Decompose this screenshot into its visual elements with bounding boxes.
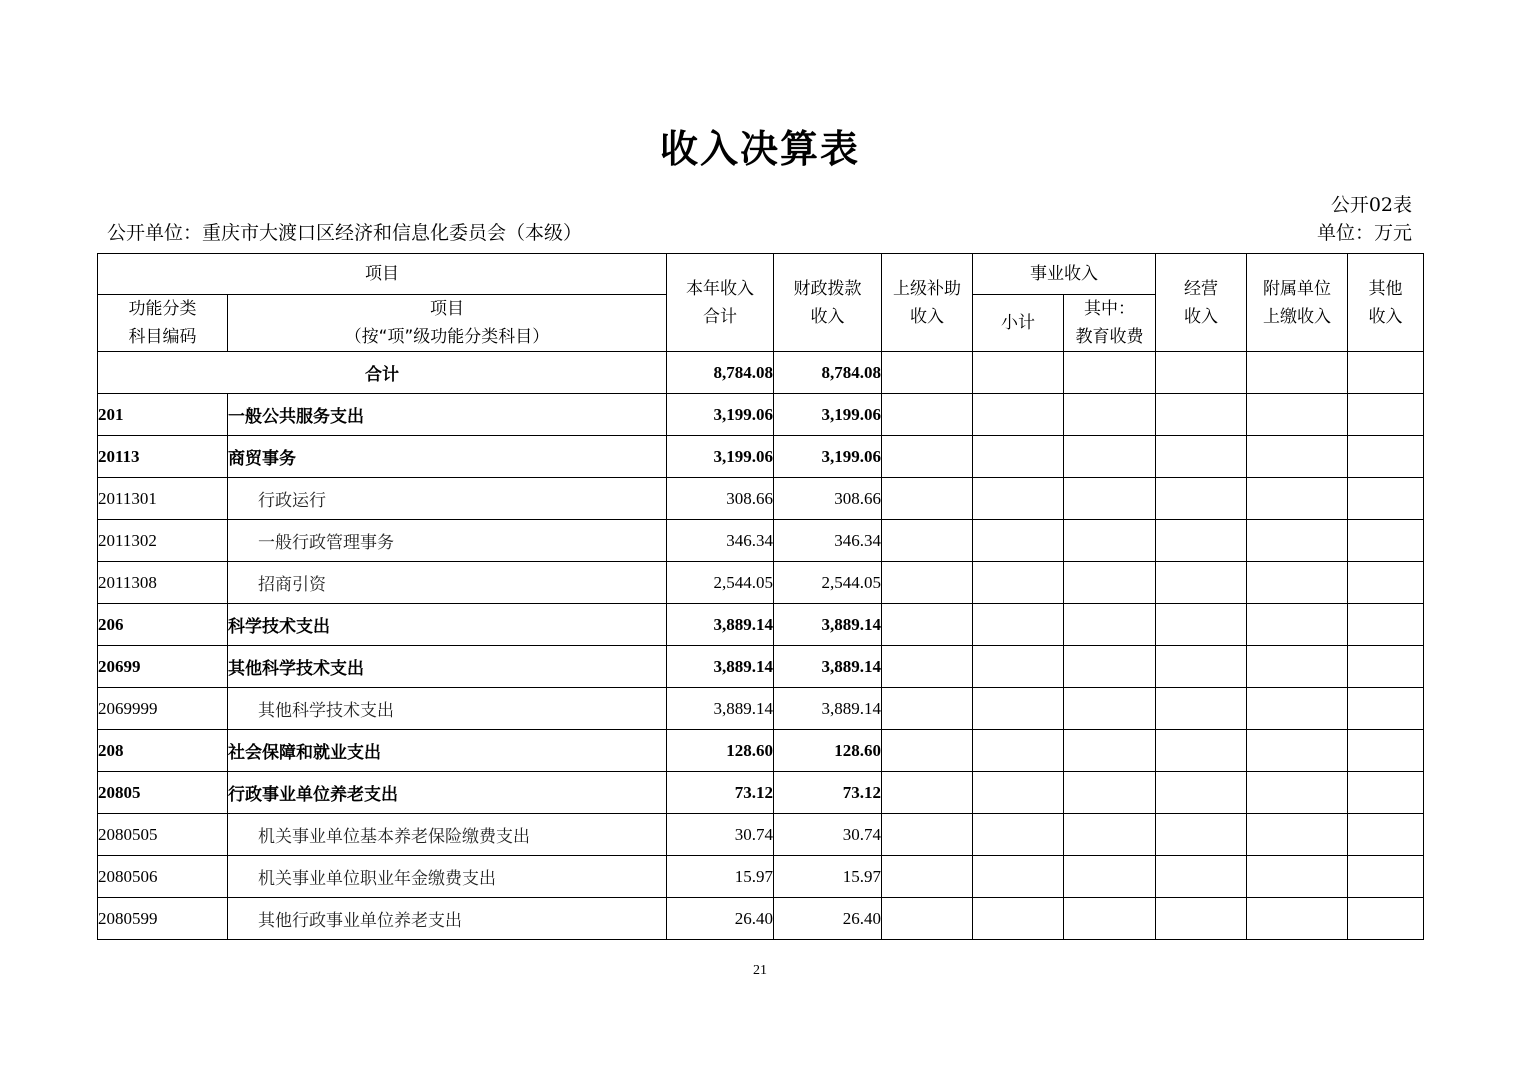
empty-cell [1156,688,1247,730]
table-row [98,604,1424,646]
row-fiscal-income: 3,889.14 [774,646,882,688]
header-business: 事业收入 [973,254,1156,295]
reporting-unit: 公开单位：重庆市大渡口区经济和信息化委员会（本级） [107,222,583,244]
empty-cell [882,394,973,436]
currency-unit: 单位：万元 [1316,222,1412,244]
empty-cell [882,478,973,520]
empty-cell [973,688,1064,730]
empty-cell [973,478,1064,520]
empty-cell [1156,520,1247,562]
row-fiscal-income: 346.34 [774,520,882,562]
table-row [98,688,1424,730]
empty-cell [1247,520,1348,562]
empty-cell [973,730,1064,772]
row-fiscal-income: 128.60 [774,730,882,772]
empty-cell [882,604,973,646]
empty-cell [1156,856,1247,898]
table-row [98,856,1424,898]
row-fiscal-income: 3,199.06 [774,394,882,436]
header-total [667,254,774,352]
row-fiscal-income: 26.40 [774,898,882,940]
row-total-income: 3,889.14 [667,646,774,688]
header-edu-line2: 教育收费 [1075,327,1144,347]
empty-cell [1247,772,1348,814]
empty-cell [1064,772,1156,814]
row-total-income: 308.66 [667,478,774,520]
row-code: 20699 [98,646,228,688]
income-table [97,253,1424,940]
header-func-code-line2: 科目编码 [128,327,197,347]
total-row [98,352,1424,394]
row-fiscal-income: 2,544.05 [774,562,882,604]
table-row [98,562,1424,604]
row-name: 其他科学技术支出 [228,688,667,730]
empty-cell [1156,394,1247,436]
table-row [98,520,1424,562]
header-item-name [228,295,667,352]
total-income: 8,784.08 [667,352,774,394]
table-row [98,436,1424,478]
empty-cell [973,898,1064,940]
empty-cell [1156,562,1247,604]
header-edu-line1: 其中： [1084,299,1135,319]
row-name: 科学技术支出 [228,604,667,646]
row-name: 机关事业单位基本养老保险缴费支出 [228,814,667,856]
header-subtotal: 小计 [973,295,1064,352]
empty-cell [1156,478,1247,520]
empty-cell [882,898,973,940]
empty-cell [973,394,1064,436]
empty-cell [1064,394,1156,436]
row-total-income: 3,199.06 [667,436,774,478]
empty-cell [1247,814,1348,856]
row-code: 2011308 [98,562,228,604]
header-affiliate-line1: 附属单位 [1263,278,1331,299]
header-operate-line2: 收入 [1184,306,1218,327]
empty-cell [973,562,1064,604]
empty-cell [1247,898,1348,940]
empty-cell [1348,604,1424,646]
header-fiscal [774,254,882,352]
empty-cell [1064,436,1156,478]
total-label: 合计 [98,352,667,394]
empty-cell [882,352,973,394]
row-fiscal-income: 3,889.14 [774,688,882,730]
empty-cell [882,856,973,898]
header-func-code-line1: 功能分类 [128,299,197,319]
row-name: 其他行政事业单位养老支出 [228,898,667,940]
empty-cell [1064,520,1156,562]
empty-cell [1348,898,1424,940]
header-upper-line1: 上级补助 [893,278,961,299]
empty-cell [1156,730,1247,772]
row-code: 201 [98,394,228,436]
row-fiscal-income: 3,199.06 [774,436,882,478]
empty-cell [1064,814,1156,856]
row-code: 2011301 [98,478,228,520]
empty-cell [1247,394,1348,436]
empty-cell [1064,604,1156,646]
table-row [98,814,1424,856]
header-func-code [98,295,228,352]
empty-cell [1348,394,1424,436]
empty-cell [1348,478,1424,520]
row-fiscal-income: 15.97 [774,856,882,898]
header-other-line2: 收入 [1368,306,1403,327]
row-total-income: 346.34 [667,520,774,562]
empty-cell [882,646,973,688]
empty-cell [1247,562,1348,604]
row-name: 行政事业单位养老支出 [228,772,667,814]
empty-cell [973,772,1064,814]
empty-cell [1348,352,1424,394]
row-name: 一般公共服务支出 [228,394,667,436]
row-total-income: 3,199.06 [667,394,774,436]
empty-cell [1156,436,1247,478]
row-fiscal-income: 73.12 [774,772,882,814]
header-upper-line2: 收入 [910,306,944,327]
row-name: 一般行政管理事务 [228,520,667,562]
header-total-line2: 合计 [703,306,737,327]
empty-cell [882,436,973,478]
row-name: 行政运行 [228,478,667,520]
header-operate [1156,254,1247,352]
table-row [98,898,1424,940]
empty-cell [1156,898,1247,940]
empty-cell [1247,856,1348,898]
empty-cell [1156,352,1247,394]
header-fiscal-line1: 财政拨款 [793,278,862,299]
empty-cell [882,688,973,730]
header-affiliate-line2: 上缴收入 [1263,306,1331,327]
row-total-income: 73.12 [667,772,774,814]
empty-cell [1348,562,1424,604]
empty-cell [1156,814,1247,856]
empty-cell [882,562,973,604]
empty-cell [973,604,1064,646]
row-code: 2080599 [98,898,228,940]
empty-cell [1064,688,1156,730]
row-code: 20113 [98,436,228,478]
header-operate-line1: 经营 [1184,278,1218,299]
empty-cell [882,772,973,814]
row-total-income: 15.97 [667,856,774,898]
row-fiscal-income: 30.74 [774,814,882,856]
empty-cell [1064,478,1156,520]
empty-cell [1348,730,1424,772]
header-upper [882,254,973,352]
row-name: 社会保障和就业支出 [228,730,667,772]
empty-cell [1064,898,1156,940]
table-row [98,394,1424,436]
header-edu [1064,295,1156,352]
table-number: 公开02表 [1330,194,1412,216]
empty-cell [1348,436,1424,478]
empty-cell [1064,646,1156,688]
row-total-income: 26.40 [667,898,774,940]
empty-cell [1247,478,1348,520]
row-total-income: 128.60 [667,730,774,772]
header-other-line1: 其他 [1368,278,1403,299]
header-total-line1: 本年收入 [686,278,754,299]
empty-cell [1064,352,1156,394]
empty-cell [1064,730,1156,772]
row-code: 2080506 [98,856,228,898]
empty-cell [1247,352,1348,394]
empty-cell [1064,562,1156,604]
empty-cell [1156,604,1247,646]
row-name: 商贸事务 [228,436,667,478]
empty-cell [973,352,1064,394]
total-fiscal: 8,784.08 [774,352,882,394]
empty-cell [1247,604,1348,646]
empty-cell [1348,772,1424,814]
row-total-income: 30.74 [667,814,774,856]
empty-cell [973,856,1064,898]
empty-cell [1156,646,1247,688]
table-row [98,730,1424,772]
empty-cell [882,520,973,562]
empty-cell [1247,646,1348,688]
table-row [98,646,1424,688]
empty-cell [973,520,1064,562]
row-name: 其他科学技术支出 [228,646,667,688]
header-affiliate [1247,254,1348,352]
header-item-name-line2: （按“项”级功能分类科目） [344,327,550,347]
empty-cell [1348,856,1424,898]
row-name: 招商引资 [228,562,667,604]
empty-cell [1247,688,1348,730]
empty-cell [1348,520,1424,562]
empty-cell [1064,856,1156,898]
row-code: 2080505 [98,814,228,856]
table-row [98,478,1424,520]
empty-cell [1156,772,1247,814]
empty-cell [882,730,973,772]
row-total-income: 3,889.14 [667,604,774,646]
empty-cell [1348,814,1424,856]
empty-cell [1247,436,1348,478]
header-other [1348,254,1424,352]
row-name: 机关事业单位职业年金缴费支出 [228,856,667,898]
empty-cell [973,646,1064,688]
row-total-income: 3,889.14 [667,688,774,730]
page-number: 21 [753,963,767,978]
empty-cell [1348,688,1424,730]
empty-cell [1247,730,1348,772]
row-code: 206 [98,604,228,646]
header-item: 项目 [98,254,667,295]
row-code: 208 [98,730,228,772]
row-total-income: 2,544.05 [667,562,774,604]
empty-cell [1348,646,1424,688]
table-row [98,772,1424,814]
empty-cell [973,814,1064,856]
row-code: 2011302 [98,520,228,562]
row-fiscal-income: 308.66 [774,478,882,520]
empty-cell [882,814,973,856]
row-code: 2069999 [98,688,228,730]
row-code: 20805 [98,772,228,814]
header-item-name-line1: 项目 [430,299,464,319]
empty-cell [973,436,1064,478]
row-fiscal-income: 3,889.14 [774,604,882,646]
header-fiscal-line2: 收入 [810,306,845,327]
page-title: 收入决算表 [659,127,860,171]
